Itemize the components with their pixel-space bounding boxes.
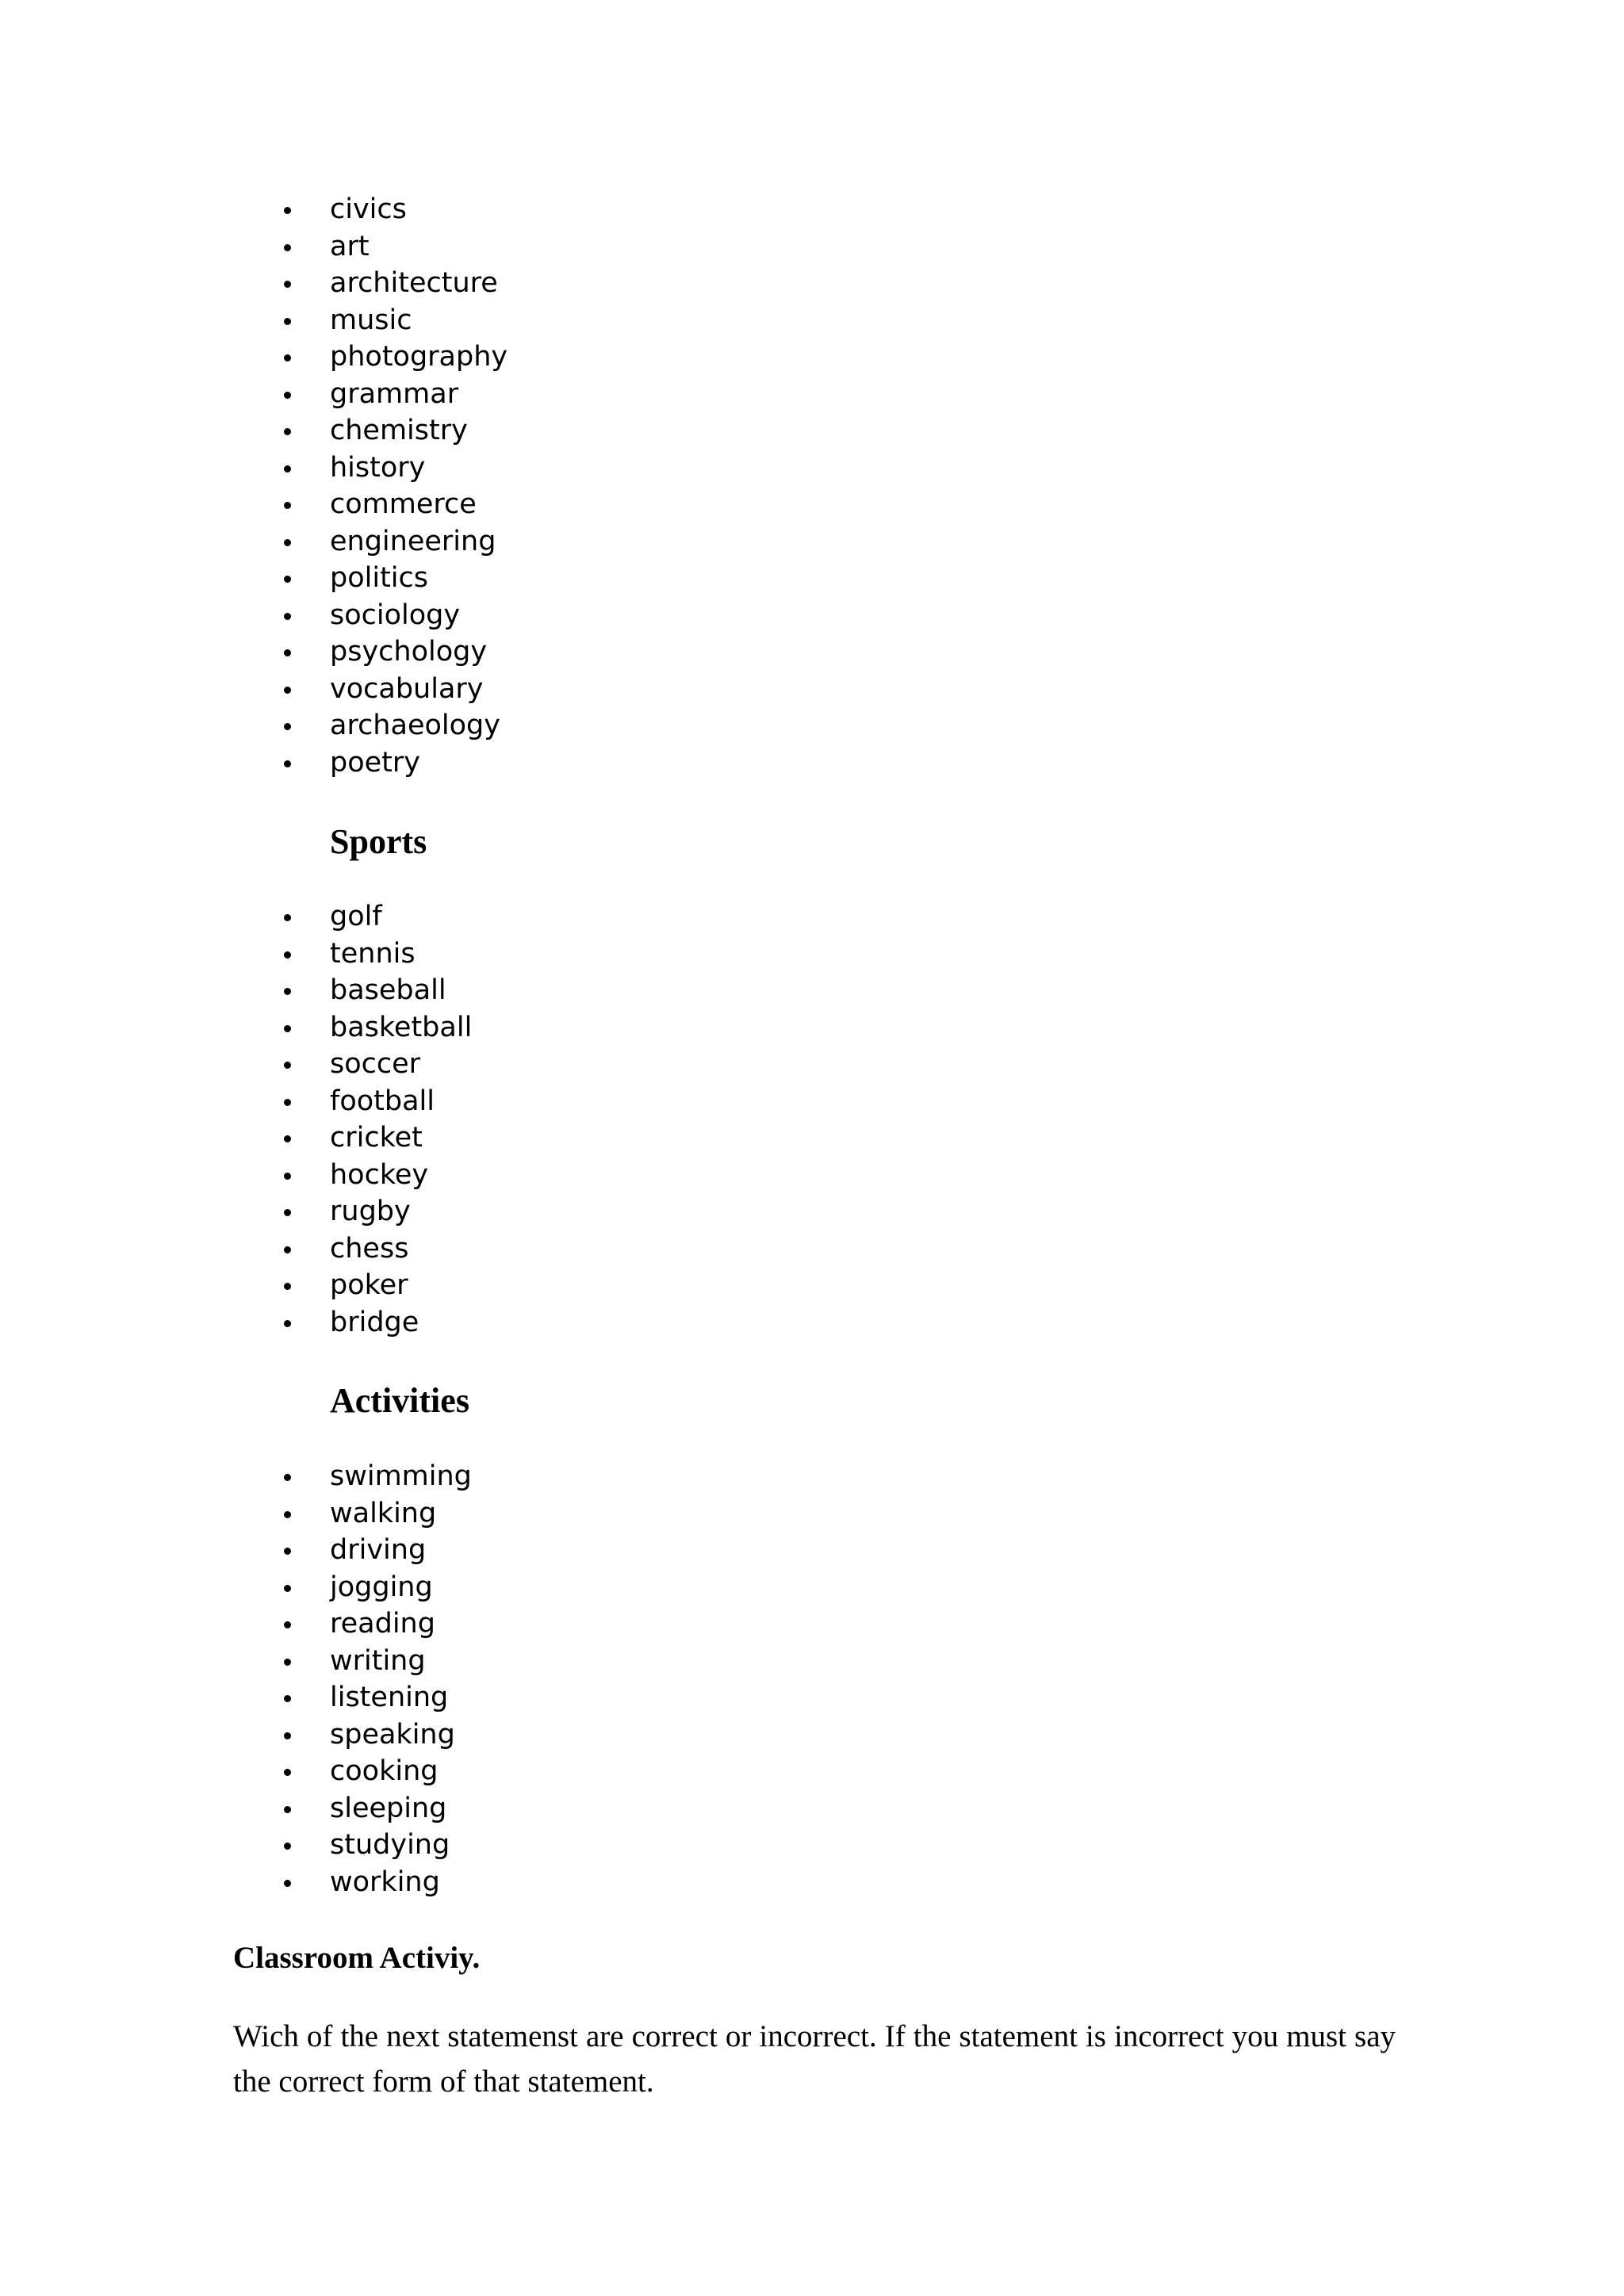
bullet-icon bbox=[284, 1474, 291, 1481]
list-item bbox=[281, 1827, 472, 1864]
list-item-label: golf bbox=[330, 901, 382, 932]
bullet-icon bbox=[284, 1585, 291, 1592]
list-item-label: civics bbox=[330, 193, 407, 225]
list-item bbox=[281, 1046, 472, 1083]
list-item bbox=[281, 450, 508, 487]
list-item bbox=[281, 1009, 472, 1047]
bullet-icon bbox=[284, 281, 291, 288]
bullet-icon bbox=[284, 1880, 291, 1887]
bullet-icon bbox=[284, 1320, 291, 1327]
bullet-icon bbox=[284, 649, 291, 656]
list-item bbox=[281, 633, 508, 671]
list-item-label: rugby bbox=[330, 1196, 411, 1227]
list-item bbox=[281, 1193, 472, 1230]
list-item bbox=[281, 1157, 472, 1194]
list-item-label: baseball bbox=[330, 974, 446, 1006]
list-item-label: soccer bbox=[330, 1048, 421, 1080]
bullet-icon bbox=[284, 428, 291, 435]
bullet-icon bbox=[284, 1062, 291, 1069]
bullet-icon bbox=[284, 1806, 291, 1813]
bullet-icon bbox=[284, 760, 291, 767]
list-item-label: studying bbox=[330, 1829, 450, 1861]
list-item-label: tennis bbox=[330, 937, 416, 970]
classroom-instructions: Wich of the next statemenst are correct or incorrect. If the statement is incorrect you must say the correct form of that statement. bbox=[233, 2019, 1396, 2099]
bullet-icon bbox=[284, 1511, 291, 1518]
activities-heading: Activities bbox=[330, 1381, 469, 1420]
list-item bbox=[281, 1569, 472, 1606]
bullet-icon bbox=[284, 392, 291, 399]
list-item bbox=[281, 1643, 472, 1680]
list-item-label: grammar bbox=[330, 377, 459, 410]
list-item bbox=[281, 1716, 472, 1754]
list-item-label: music bbox=[330, 304, 412, 336]
list-item-label: architecture bbox=[330, 267, 498, 299]
list-item bbox=[281, 898, 472, 936]
bullet-icon bbox=[284, 244, 291, 251]
list-item-label: chess bbox=[330, 1232, 409, 1265]
list-item bbox=[281, 707, 508, 744]
list-item-label: basketball bbox=[330, 1011, 473, 1043]
bullet-icon bbox=[284, 723, 291, 730]
list-item bbox=[281, 1083, 472, 1120]
bullet-icon bbox=[284, 914, 291, 921]
sports-list bbox=[281, 898, 472, 1341]
list-item-label: politics bbox=[330, 562, 429, 594]
list-item bbox=[281, 376, 508, 413]
bullet-icon bbox=[284, 1621, 291, 1628]
list-item bbox=[281, 412, 508, 450]
bullet-icon bbox=[284, 1209, 291, 1216]
bullet-icon bbox=[284, 988, 291, 995]
bullet-icon bbox=[284, 465, 291, 473]
list-item bbox=[281, 1864, 472, 1901]
list-item bbox=[281, 339, 508, 376]
bullet-icon bbox=[284, 1025, 291, 1032]
list-item-label: archaeology bbox=[330, 710, 500, 741]
subjects-list bbox=[281, 191, 508, 781]
list-item-label: speaking bbox=[330, 1718, 455, 1751]
list-item-label: writing bbox=[330, 1644, 426, 1677]
bullet-icon bbox=[284, 1099, 291, 1106]
list-item bbox=[281, 1605, 472, 1643]
list-item bbox=[281, 486, 508, 523]
bullet-icon bbox=[284, 1732, 291, 1739]
bullet-icon bbox=[284, 1659, 291, 1666]
list-item-label: walking bbox=[330, 1497, 437, 1529]
list-item bbox=[281, 1532, 472, 1569]
list-item-label: working bbox=[330, 1866, 440, 1898]
bullet-icon bbox=[284, 687, 291, 694]
bullet-icon bbox=[284, 613, 291, 620]
list-item bbox=[281, 265, 508, 302]
list-item bbox=[281, 936, 472, 973]
list-item bbox=[281, 972, 472, 1009]
list-item-label: psychology bbox=[330, 636, 488, 668]
classroom-activity-title: Classroom Activiy. bbox=[233, 1941, 481, 1975]
list-item-label: cricket bbox=[330, 1122, 423, 1154]
list-item-label: swimming bbox=[330, 1460, 472, 1492]
list-item bbox=[281, 1458, 472, 1495]
list-item-label: engineering bbox=[330, 525, 496, 557]
bullet-icon bbox=[284, 951, 291, 959]
bullet-icon bbox=[284, 502, 291, 509]
bullet-icon bbox=[284, 1843, 291, 1850]
list-item bbox=[281, 560, 508, 597]
list-item-label: art bbox=[330, 230, 370, 262]
list-item-label: hockey bbox=[330, 1158, 429, 1191]
list-item-label: jogging bbox=[330, 1571, 433, 1603]
bullet-icon bbox=[284, 1769, 291, 1776]
list-item bbox=[281, 302, 508, 339]
list-item-label: sleeping bbox=[330, 1792, 447, 1824]
list-item-label: football bbox=[330, 1085, 435, 1117]
list-item-label: poetry bbox=[330, 746, 420, 779]
bullet-icon bbox=[284, 318, 291, 325]
bullet-icon bbox=[284, 1246, 291, 1253]
bullet-icon bbox=[284, 539, 291, 546]
list-item-label: chemistry bbox=[330, 415, 468, 446]
bullet-icon bbox=[284, 576, 291, 583]
list-item bbox=[281, 1119, 472, 1157]
list-item bbox=[281, 1790, 472, 1827]
sports-heading: Sports bbox=[330, 822, 427, 861]
list-item-label: reading bbox=[330, 1608, 435, 1640]
bullet-icon bbox=[284, 1173, 291, 1180]
bullet-icon bbox=[284, 1135, 291, 1142]
list-item bbox=[281, 228, 508, 266]
list-item bbox=[281, 671, 508, 708]
list-item bbox=[281, 744, 508, 782]
list-item-label: listening bbox=[330, 1682, 449, 1713]
list-item bbox=[281, 1753, 472, 1790]
list-item-label: poker bbox=[330, 1269, 408, 1301]
bullet-icon bbox=[284, 1695, 291, 1702]
list-item-label: cooking bbox=[330, 1755, 439, 1787]
bullet-icon bbox=[284, 207, 291, 214]
bullet-icon bbox=[284, 1548, 291, 1555]
list-item-label: commerce bbox=[330, 488, 477, 520]
list-item bbox=[281, 1679, 472, 1716]
bullet-icon bbox=[284, 354, 291, 362]
list-item-label: vocabulary bbox=[330, 672, 484, 705]
list-item bbox=[281, 523, 508, 561]
list-item bbox=[281, 597, 508, 634]
list-item-label: sociology bbox=[330, 599, 461, 631]
activities-list bbox=[281, 1458, 472, 1900]
list-item bbox=[281, 1230, 472, 1268]
list-item-label: photography bbox=[330, 341, 508, 373]
bullet-icon bbox=[284, 1283, 291, 1290]
list-item-label: driving bbox=[330, 1534, 427, 1566]
list-item bbox=[281, 1495, 472, 1533]
list-item-label: bridge bbox=[330, 1306, 419, 1338]
list-item bbox=[281, 191, 508, 228]
list-item-label: history bbox=[330, 451, 426, 484]
list-item bbox=[281, 1304, 472, 1341]
list-item bbox=[281, 1267, 472, 1304]
